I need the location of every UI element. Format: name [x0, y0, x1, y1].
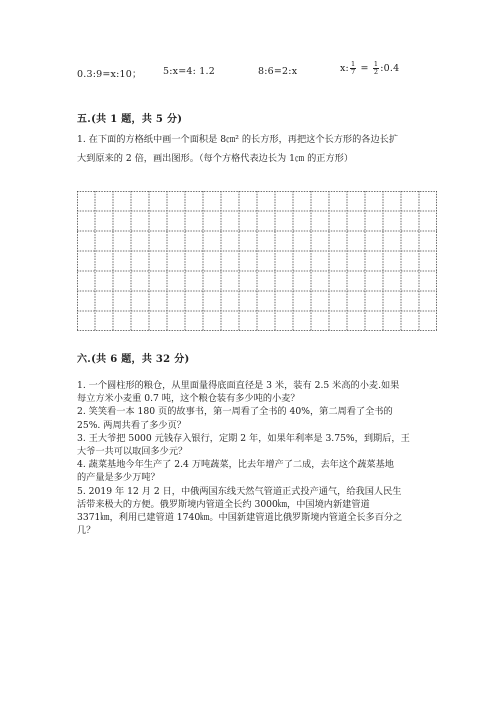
- question-line: 2. 笑笑看一本 180 页的故事书，第一周看了全书的 40%，第二周看了全书的: [77, 406, 393, 418]
- section-5-line-1: 1. 在下面的方格纸中画一个面积是 8㎝² 的长方形，再把这个长方形的各边长扩: [77, 134, 399, 145]
- question-line: 几？: [77, 525, 96, 537]
- question-line: 3371㎞，利用已建管道 1740㎞。中国新建管道比俄罗斯境内管道全长多百分之: [77, 512, 403, 524]
- proportion-1: 0.3:9=x:10；: [77, 69, 142, 80]
- section-5-line-2: 大到原来的 2 倍，画出图形。（每个方格代表边长为 1㎝ 的正方形）: [77, 153, 354, 164]
- proportion-4-equals: =: [357, 63, 372, 74]
- section-5-heading: 五.(共 1 题，共 5 分): [77, 114, 183, 125]
- question-line: 大爷一共可以取回多少元？: [77, 446, 188, 458]
- proportion-4-prefix: x:: [340, 63, 349, 74]
- question-line: 25%. 两周共看了多少页？: [77, 419, 186, 431]
- section-5-question: [77, 130, 422, 168]
- question-line: 的产量是多少万吨？: [77, 472, 160, 484]
- section-6-questions: [77, 379, 422, 537]
- fraction-2-numerator: 1: [373, 60, 379, 68]
- square-grid-paper[interactable]: [77, 191, 437, 331]
- question-line: 活带来极大的方便。俄罗斯境内管道全长约 3000㎞，中国境内新建管道: [77, 498, 370, 510]
- question-line: 每立方米小麦重 0.7 吨，这个粮仓装有多少吨的小麦？: [77, 393, 300, 405]
- proportion-4: [340, 61, 399, 76]
- question-line: 4. 蔬菜基地今年生产了 2.4 万吨蔬菜，比去年增产了二成，去年这个蔬菜基地: [77, 459, 394, 471]
- fraction-1-denominator: 7: [350, 68, 356, 76]
- proportion-3: 8:6=2:x: [258, 66, 298, 77]
- section-6-heading: 六.(共 6 题，共 32 分): [77, 354, 190, 365]
- proportion-2: 5:x=4: 1.2: [163, 66, 215, 77]
- question-line: 5. 2019 年 12 月 2 日，中俄两国东线天然气管道正式投产通气，给我国人民生: [77, 485, 402, 497]
- question-line: 3. 王大爷把 5000 元钱存入银行，定期 2 年，如果年利率是 3.75%，到期后，王: [77, 432, 410, 444]
- proportion-4-suffix: :0.4: [380, 63, 400, 74]
- fraction-1-numerator: 1: [350, 60, 356, 68]
- fraction-1: [350, 61, 356, 76]
- fraction-2-denominator: 2: [373, 68, 379, 76]
- question-line: 1. 一个圆柱形的粮仓，从里面量得底面直径是 3 米，装有 2.5 米高的小麦.如果: [77, 380, 400, 391]
- fraction-2: [373, 61, 379, 76]
